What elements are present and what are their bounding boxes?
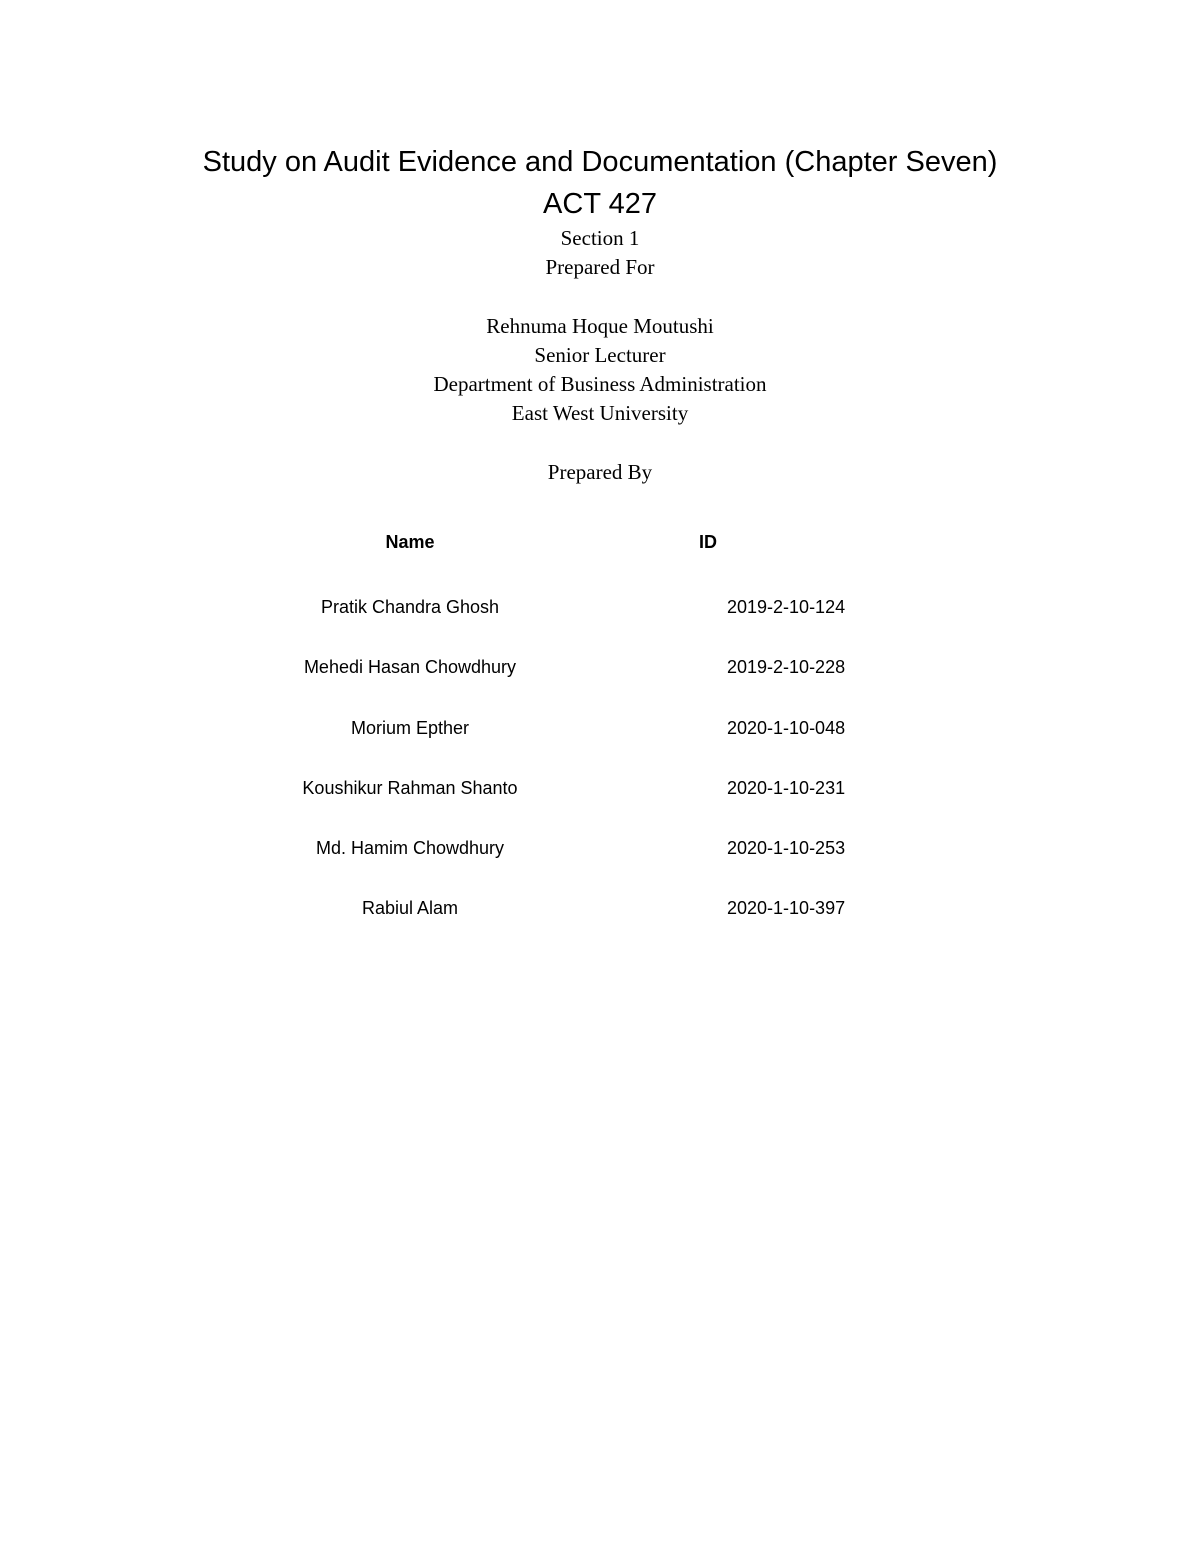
member-name: Rabiul Alam (361, 898, 459, 918)
member-name: Mehedi Hasan Chowdhury (303, 657, 517, 677)
table-row (0, 893, 1200, 923)
document-title: Study on Audit Evidence and Documentation (Chapter Seven) (202, 146, 998, 178)
course-code: ACT 427 (543, 188, 657, 220)
member-name: Morium Epther (350, 718, 470, 738)
member-name: Pratik Chandra Ghosh (320, 597, 500, 617)
name-column-header: Name (385, 532, 435, 552)
member-id: 2020-1-10-253 (727, 838, 846, 858)
id-column-header: ID (699, 532, 717, 552)
members-table-header (0, 527, 1200, 557)
member-id: 2020-1-10-231 (727, 778, 846, 798)
instructor-name: Rehnuma Hoque Moutushi (486, 314, 714, 338)
instructor-designation: Senior Lecturer (534, 343, 666, 367)
table-row (0, 833, 1200, 863)
table-row (0, 773, 1200, 803)
section-label: Section 1 (560, 226, 640, 250)
member-name: Koushikur Rahman Shanto (302, 778, 518, 798)
table-row (0, 713, 1200, 743)
member-id: 2020-1-10-397 (727, 898, 846, 918)
instructor-department: Department of Business Administration (433, 372, 767, 396)
prepared-for-label: Prepared For (545, 255, 655, 279)
table-row (0, 652, 1200, 682)
prepared-by-label: Prepared By (547, 460, 653, 484)
member-name: Md. Hamim Chowdhury (315, 838, 505, 858)
table-row (0, 592, 1200, 622)
member-id: 2020-1-10-048 (727, 718, 846, 738)
member-id: 2019-2-10-228 (727, 657, 846, 677)
instructor-university: East West University (511, 401, 689, 425)
member-id: 2019-2-10-124 (727, 597, 846, 617)
